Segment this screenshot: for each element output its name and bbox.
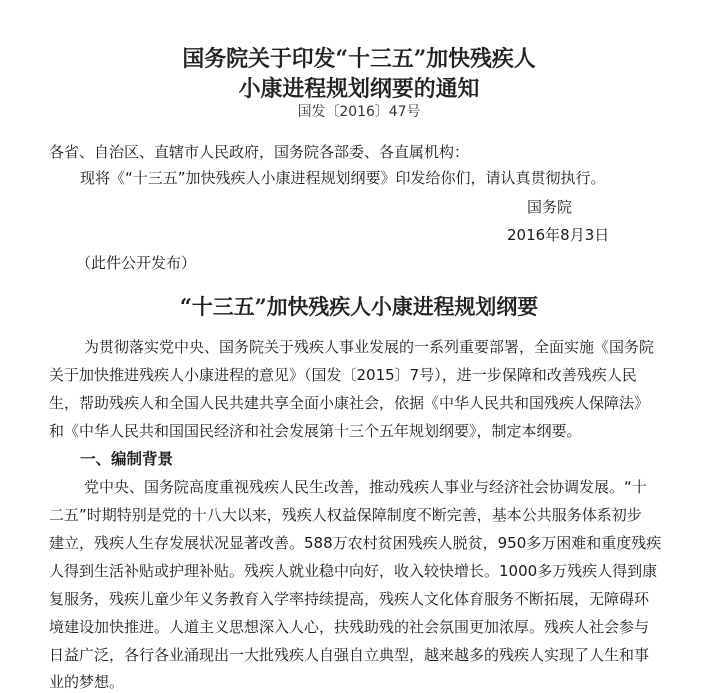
document-number: 国发〔2016〕47号	[297, 104, 421, 120]
notice-title-line-2: 小康进程规划纲要的通知	[238, 76, 480, 102]
section-line: 复服务，残疾儿童少年义务教育入学率持续提高，残疾人文化体育服务不断拓展，无障碍环	[49, 590, 650, 608]
section-line: 业的梦想。	[49, 673, 125, 691]
notice-title-line-1: 国务院关于印发“十三五”加快残疾人	[182, 46, 536, 72]
intro-line: 为贯彻落实党中央、国务院关于残疾人事业发展的一系列重要部署，全面实施《国务院	[84, 338, 655, 356]
notice-body: 现将《“十三五”加快残疾人小康进程规划纲要》印发给你们，请认真贯彻执行。	[80, 169, 606, 187]
issuer: 国务院	[527, 198, 573, 216]
section-line: 二五”时期特别是党的十八大以来，残疾人权益保障制度不断完善，基本公共服务体系初步	[49, 506, 642, 524]
section-heading: 一、编制背景	[80, 450, 174, 468]
outline-title: “十三五”加快残疾人小康进程规划纲要	[179, 294, 539, 319]
section-line: 党中央、国务院高度重视残疾人民生改善，推动残疾人事业与经济社会协调发展。“十	[84, 478, 647, 496]
intro-line: 关于加快推进残疾人小康进程的意见》（国发〔2015〕7号），进一步保障和改善残疾人民	[49, 366, 637, 384]
intro-line: 和《中华人民共和国国民经济和社会发展第十三个五年规划纲要》，制定本纲要。	[49, 422, 582, 440]
intro-line: 生，帮助残疾人和全国人民共建共享全面小康社会，依据《中华人民共和国残疾人保障法》	[49, 394, 650, 412]
release-note: （此件公开发布）	[76, 254, 197, 272]
section-line: 日益广泛，各行各业涌现出一大批残疾人自强自立典型，越来越多的残疾人实现了人生和事	[49, 646, 650, 664]
section-line: 建立，残疾人生存发展状况显著改善。588万农村贫困残疾人脱贫，950多万困难和重度残疾	[49, 534, 662, 552]
section-line: 境建设加快推进。人道主义思想深入人心，扶残助残的社会氛围更加浓厚。残疾人社会参与	[49, 618, 650, 636]
issue-date: 2016年8月3日	[507, 226, 610, 244]
addressee: 各省、自治区、直辖市人民政府，国务院各部委、各直属机构：	[49, 143, 470, 161]
section-line: 人得到生活补贴或护理补贴。残疾人就业稳中向好，收入较快增长。1000多万残疾人得到康	[49, 562, 658, 580]
